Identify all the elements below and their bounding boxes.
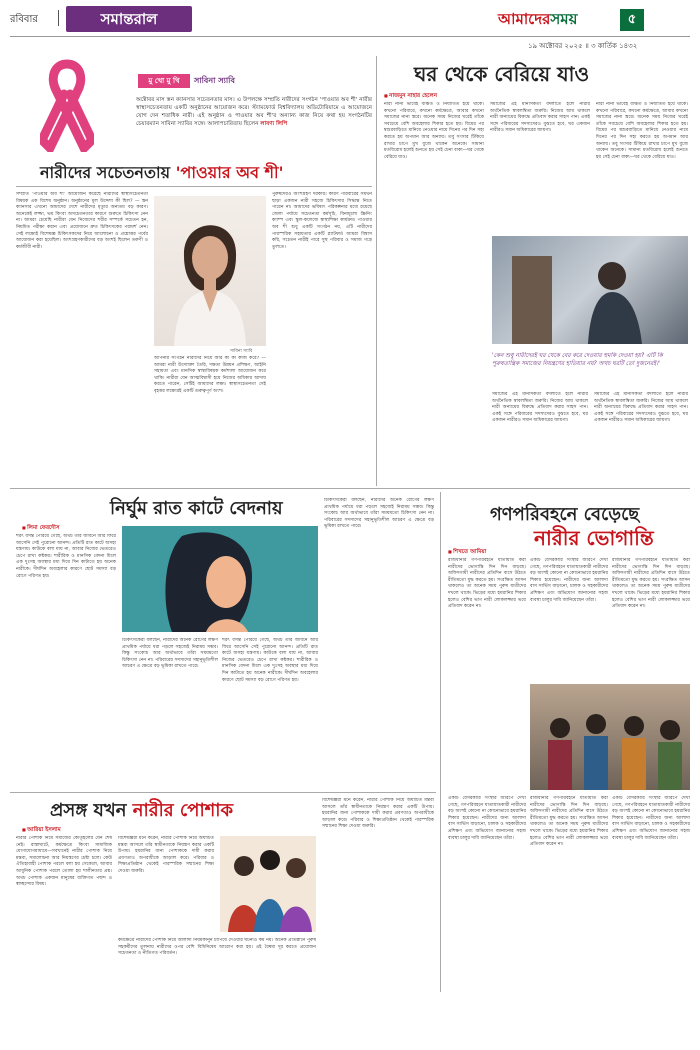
clothing-headline-b: নারীর পোশাক (132, 800, 234, 821)
column-divider (376, 56, 377, 486)
story-headline: ঘর থেকে বেরিয়ে যাও (414, 62, 590, 86)
portrait-caption: সাবিনা স্যাবি (230, 349, 253, 354)
transport-body-4: একটি বেসরকারি সংস্থার জরিপে দেখা গেছে, গণপরিবহনে যাতায়াতকারী নারীদের বড় অংশই কোনো না কোনোভাবে হয়রানির শিকার হয়েছেন। নারীদের জন্য আলাদা বাস সার্ভিস বাড়ানো, চালক ও সহকারীদের প্রশিক্ষণ এবং অভিযোগ জানানোর সহজ ব্যবস্থা চালুর দাবি জানিয়েছেন তাঁরা। (448, 796, 526, 841)
masthead-divider (58, 10, 59, 26)
interview-label: মু খো মু খি (138, 74, 190, 88)
clothing-body: নারীর পোশাক নিয়ে সমাজের কৌতূহলের যেন শেষ নেই। রাস্তাঘাটে, কর্মক্ষেত্রে কিংবা সামাজিক যোগাযোগমাধ্যমে—সবখানেই নারীর পোশাক নিয়ে মন্তব্য, সমালোচনা আর নিয়ন্ত্রণের চেষ্টা চলে। কেউ ঐতিহ্যবাহী পোশাক পরলে বলা হয় সেকেলে, আবার আধুনিক পোশাক পরলে তোলা হয় শালীনতার প্রশ্ন। অথচ পোশাক একজন মানুষের ব্যক্তিগত পছন্দ ও স্বাচ্ছন্দ্যের বিষয়। (16, 836, 112, 888)
clothing-headline (50, 796, 233, 827)
headline-part-b: 'পাওয়ার অব শী' (175, 163, 284, 182)
clothing-illustration (220, 836, 316, 932)
story-body-3: নারী নানা ভাবেই বঞ্চিত ও নির্যাতিত হয়ে থাকে। কখনো পরিবারে, কখনো কর্মক্ষেত্রে, আবার কখনো সমাজের নানা স্তরে। অনেক সময় নিজের ঘরেই তাঁকে সবচেয়ে বেশি অবহেলার শিকার হতে হয়। বিয়ের পর শ্বশুরবাড়িতে মানিয়ে নেওয়ার নামে দিনের পর দিন সহ্য করতে হয় অপমান আর অন্যায়। তবু সংসার টিকিয়ে রাখার চাপে মুখ বুজে থাকেন অনেকে। সামান্য মতবিরোধ হলেই শুনতে হয় সেই চেনা বাক্য—ঘর থেকে বেরিয়ে যাও। (596, 102, 688, 160)
transport-body: রাজধানীর গণপরিবহনে যাতায়াত করা নারীদের ভোগান্তি দিন দিন বাড়ছে। অফিসগামী নারীদের প্রতিদিন বাসে উঠতে রীতিমতো যুদ্ধ করতে হয়। সংরক্ষিত আসন থাকলেও তা অনেক সময় পুরুষ যাত্রীদের দখলে থাকে। ভিড়ের মধ্যে হয়রানির শিকার হলেও বেশির ভাগ নারী লোকলজ্জার ভয়ে প্রতিবাদ করেন না। (448, 558, 526, 610)
woman-sleepless-icon (122, 526, 318, 632)
mid-story-body: শরৎ বসন্ত পেরিয়ে গেছে, অথচ তাঁর জীবনে আর ফিরে আসেনি সেই পুরোনো আনন্দ। প্রতিটি রাত কাটে অসহ্য যন্ত্রণায়। কাউকে বলা যায় না, আবার নিজের ভেতরেও চেপে রাখা কষ্টকর। শারীরিক ও মানসিক বেদনা মিলে এক দুঃসহ অবস্থার মধ্য দিয়ে দিন কাটাতে হয় অনেক নারীকে। দীর্ঘদিন অবহেলার কারণে ছোট সমস্যা বড় রোগে পরিণত হয়। (16, 534, 116, 579)
clothing-body-2: বিশেষজ্ঞরা মনে করেন, নারীর পোশাক নিয়ে অযাচিত মন্তব্য আসলে তাঁর স্বাধীনতাকে নিয়ন্ত্রণ করার একটি উপায়। হয়রানির জন্য পোশাককে দায়ী করার প্রবণতাও অপরাধীকে আড়াল করে। পরিবার ও শিক্ষাপ্রতিষ্ঠান থেকেই পারস্পরিক সম্মানের শিক্ষা দেওয়া জরুরি। (118, 836, 214, 874)
logo-part-a: আমাদের (498, 10, 551, 28)
woman-portrait-icon (154, 196, 266, 346)
mid-story-headline: নির্ঘুম রাত কাটে বেদনায় (110, 498, 283, 519)
story-body-5: সমাজের এই মানসিকতা বদলাতে হলে নারীর অর্থনৈতিক স্বাবলম্বিতা জরুরি। নিজের আয় থাকলে নারী অন্যায়ের বিরুদ্ধে প্রতিবাদ করার সাহস পান। একই সঙ্গে পরিবারের সদস্যদেরও বুঝতে হবে, ঘর একজন নারীরও সমান অধিকারের জায়গা। (594, 392, 688, 424)
mid-story-body-4: চিকিৎসকেরা বলছেন, নারীদের অনেক রোগের লক্ষণ প্রাথমিক পর্যায়ে ধরা পড়লে সহজেই নিরাময় সম্ভব। কিন্তু সংকোচ আর অর্থাভাবে তাঁরা সময়মতো চিকিৎসা নেন না। পরিবারের সদস্যদের সহানুভূতিশীল আচরণ এ ক্ষেত্রে বড় ভূমিকা রাখতে পারে। (324, 498, 434, 530)
transport-headline-b: নারীর ভোগান্তি (534, 526, 654, 550)
transport-body-6: একটি বেসরকারি সংস্থার জরিপে দেখা গেছে, গণপরিবহনে যাতায়াতকারী নারীদের বড় অংশই কোনো না কোনোভাবে হয়রানির শিকার হয়েছেন। নারীদের জন্য আলাদা বাস সার্ভিস বাড়ানো, চালক ও সহকারীদের প্রশিক্ষণ এবং অভিযোগ জানানোর সহজ ব্যবস্থা চালুর দাবি জানিয়েছেন তাঁরা। (612, 796, 690, 841)
transport-photo (530, 684, 690, 790)
headline-rule (16, 186, 372, 187)
section-title: সমান্তরাল (66, 6, 192, 32)
pink-ribbon-icon (40, 56, 94, 152)
clothing-byline: ■ আরিয়া ইসলাম (22, 826, 61, 835)
column-divider-2 (440, 492, 441, 992)
woman-leaving-icon (492, 236, 688, 344)
clothing-headline-a: প্রসঙ্গ যখন (50, 800, 133, 821)
women-group-icon (220, 836, 316, 932)
masthead-rule (10, 36, 690, 37)
transport-body-5: রাজধানীর গণপরিবহনে যাতায়াত করা নারীদের ভোগান্তি দিন দিন বাড়ছে। অফিসগামী নারীদের প্রতিদিন বাসে উঠতে রীতিমতো যুদ্ধ করতে হয়। সংরক্ষিত আসন থাকলেও তা অনেক সময় পুরুষ যাত্রীদের দখলে থাকে। ভিড়ের মধ্যে হয়রানির শিকার হলেও বেশির ভাগ নারী লোকলজ্জার ভয়ে প্রতিবাদ করেন না। (530, 796, 608, 848)
interview-intro (136, 96, 372, 154)
section-rule-2 (10, 792, 436, 793)
clothing-body-4: বিশেষজ্ঞরা মনে করেন, নারীর পোশাক নিয়ে অযাচিত মন্তব্য আসলে তাঁর স্বাধীনতাকে নিয়ন্ত্রণ করার একটি উপায়। হয়রানির জন্য পোশাককে দায়ী করার প্রবণতাও অপরাধীকে আড়াল করে। পরিবার ও শিক্ষাপ্রতিষ্ঠান থেকেই পারস্পরিক সম্মানের শিক্ষা দেওয়া জরুরি। (322, 798, 434, 830)
mid-story-illustration (122, 526, 318, 632)
page-number: ৫ (620, 9, 644, 31)
section-rule (10, 488, 690, 489)
interview-column-3: আপনার সংগঠন নারীদের নিয়ে আর কী কী কাজ করে? — আমরা নারী উদ্যোক্তা তৈরি, দক্ষতা উন্নয়ন প্রশিক্ষণ, আইনি সহায়তা এবং মানসিক স্বাস্থ্যবিষয়ক কর্মশালা আয়োজন করে থাকি। নারীরা যেন আত্মবিশ্বাসী হয়ে নিজের অধিকার আদায় করতে পারেন, সেটিই আমাদের লক্ষ্য। স্বাস্থ্যসচেতনতা সেই বৃহত্তর লক্ষ্যেরই একটি গুরুত্বপূর্ণ অংশ। (154, 356, 266, 394)
story-photo (492, 236, 688, 344)
clothing-body-3: কর্মক্ষেত্রে নারীদের পোশাক নিয়ে আলাদা নিয়মকানুন চাপিয়ে দেওয়ার ঘটনাও কম নয়। অনেক প্রতিষ্ঠানে পুরুষ সহকর্মীদের তুলনায় নারীদের ওপর বেশি বিধিনিষেধ আরোপ করা হয়। এই বৈষম্য দূর করতে প্রয়োজন সচেতনতা ও নীতিগত পরিবর্তন। (118, 938, 316, 957)
interview-column-1: সম্প্রতি 'পাওয়ার অব শী' আয়োজন করেছে নারীদের স্বাস্থ্যসচেতনতা বিষয়ক এক বিশেষ অনুষ্ঠান। অনুষ্ঠানের মূল উদ্দেশ্য কী ছিল? — স্তন ক্যানসার এখনো আমাদের দেশে নারীদের মৃত্যুর অন্যতম বড় কারণ। অনেকেই লজ্জা, ভয় কিংবা অসচেতনতার কারণে শুরুতে চিকিৎসা নেন না। আমরা চেয়েছি নারীরা যেন নিজেদের শরীর সম্পর্কে সচেতন হন, নিয়মিত পরীক্ষা করান এবং প্রয়োজনে দ্রুত চিকিৎসকের পরামর্শ নেন। সেই লক্ষ্যেই বিশেষজ্ঞ চিকিৎসকদের নিয়ে আলোচনা ও প্রশ্নোত্তর পর্বের আয়োজন করা হয়েছিল। অংশগ্রহণকারীদের বড় অংশই ছিলেন তরুণী ও কর্মজীবী নারী। (16, 192, 148, 250)
intro-text: অক্টোবর মাস স্তন ক্যানসার সচেতনতার মাস। এ উপলক্ষে সম্প্রতি নারীদের সংগঠন 'পাওয়ার অব শী' নারীর স্বাস্থ্যসচেতনতায় একটি অনুষ্ঠানের আয়োজন করে। স্ট্যামফোর্ড বিশ্ববিদ্যালয় অডিটোরিয়ামে এ আয়োজনে যোগ দেন শতাধিক নারী। এই অনুষ্ঠান ও পাওয়ার অব শী'র অন্যান্য কাজ নিয়ে কথা হয় সংগঠনটির চেয়ারম্যান সাবিনা স্যাবির সঙ্গে। আলাপচারিতায় ছিলেন (136, 97, 372, 127)
story-byline: ■ নাজমুন নাহার হেলেন (384, 92, 437, 101)
mid-story-body-3: শরৎ বসন্ত পেরিয়ে গেছে, অথচ তাঁর জীবনে আর ফিরে আসেনি সেই পুরোনো আনন্দ। প্রতিটি রাত কাটে অসহ্য যন্ত্রণায়। কাউকে বলা যায় না, আবার নিজের ভেতরেও চেপে রাখা কষ্টকর। শারীরিক ও মানসিক বেদনা মিলে এক দুঃসহ অবস্থার মধ্য দিয়ে দিন কাটাতে হয় অনেক নারীকে। দীর্ঘদিন অবহেলার কারণে ছোট সমস্যা বড় রোগে পরিণত হয়। (222, 638, 318, 683)
interview-column-2: পুরুষদেরও অংশগ্রহণ দরকার। কারণ পরিবারের সমর্থন ছাড়া একজন নারী সহজে চিকিৎসার সিদ্ধান্ত নিতে পারেন না। আমাদের ভবিষ্যৎ পরিকল্পনার মধ্যে রয়েছে জেলা পর্যায়ে সচেতনতা কর্মসূচি, বিনামূল্যে স্ক্রিনিং ক্যাম্প এবং স্কুল-কলেজে স্বাস্থ্যশিক্ষা কার্যক্রম। পাওয়ার অব শী শুধু একটি সংগঠন নয়, এটি নারীদের পারস্পরিক সহায়তার একটি প্ল্যাটফর্ম। আমরা বিশ্বাস করি, সচেতন নারীই পারে সুস্থ পরিবার ও সমাজ গড়ে তুলতে। (272, 192, 372, 250)
portrait-photo (154, 196, 266, 346)
newspaper-logo (498, 8, 577, 33)
story-body: নারী নানা ভাবেই বঞ্চিত ও নির্যাতিত হয়ে থাকে। কখনো পরিবারে, কখনো কর্মক্ষেত্রে, আবার কখনো সমাজের নানা স্তরে। অনেক সময় নিজের ঘরেই তাঁকে সবচেয়ে বেশি অবহেলার শিকার হতে হয়। বিয়ের পর শ্বশুরবাড়িতে মানিয়ে নেওয়ার নামে দিনের পর দিন সহ্য করতে হয় অপমান আর অন্যায়। তবু সংসার টিকিয়ে রাখার চাপে মুখ বুজে থাকেন অনেকে। সামান্য মতবিরোধ হলেই শুনতে হয় সেই চেনা বাক্য—ঘর থেকে বেরিয়ে যাও। (384, 102, 484, 160)
crowded-bus-icon (530, 684, 690, 790)
interview-headline (40, 160, 284, 187)
interviewer-name: লাবণ্য লিপি (260, 121, 288, 127)
transport-body-3: রাজধানীর গণপরিবহনে যাতায়াত করা নারীদের ভোগান্তি দিন দিন বাড়ছে। অফিসগামী নারীদের প্রতিদিন বাসে উঠতে রীতিমতো যুদ্ধ করতে হয়। সংরক্ষিত আসন থাকলেও তা অনেক সময় পুরুষ যাত্রীদের দখলে থাকে। ভিড়ের মধ্যে হয়রানির শিকার হলেও বেশির ভাগ নারী লোকলজ্জার ভয়ে প্রতিবাদ করেন না। (612, 558, 690, 610)
day-label: রবিবার (10, 14, 38, 25)
issue-date: ১৯ অক্টোবর ২০২৫ ॥ ৩ কার্তিক ১৪৩২ (528, 42, 638, 50)
interviewee-name: সাবিনা স্যাবি (194, 76, 235, 85)
logo-part-b: সময় (550, 10, 578, 28)
story-body-2: সমাজের এই মানসিকতা বদলাতে হলে নারীর অর্থনৈতিক স্বাবলম্বিতা জরুরি। নিজের আয় থাকলে নারী অন্যায়ের বিরুদ্ধে প্রতিবাদ করার সাহস পান। একই সঙ্গে পরিবারের সদস্যদেরও বুঝতে হবে, ঘর একজন নারীরও সমান অধিকারের জায়গা। (490, 102, 590, 134)
transport-body-2: একটি বেসরকারি সংস্থার জরিপে দেখা গেছে, গণপরিবহনে যাতায়াতকারী নারীদের বড় অংশই কোনো না কোনোভাবে হয়রানির শিকার হয়েছেন। নারীদের জন্য আলাদা বাস সার্ভিস বাড়ানো, চালক ও সহকারীদের প্রশিক্ষণ এবং অভিযোগ জানানোর সহজ ব্যবস্থা চালুর দাবি জানিয়েছেন তাঁরা। (530, 558, 608, 603)
transport-byline: ■ শিখতে আমিয়া (448, 548, 486, 557)
story-body-4: সমাজের এই মানসিকতা বদলাতে হলে নারীর অর্থনৈতিক স্বাবলম্বিতা জরুরি। নিজের আয় থাকলে নারী অন্যায়ের বিরুদ্ধে প্রতিবাদ করার সাহস পান। একই সঙ্গে পরিবারের সদস্যদেরও বুঝতে হবে, ঘর একজন নারীরও সমান অধিকারের জায়গা। (492, 392, 588, 424)
headline-part-a: নারীদের সচেতনতায় (40, 163, 176, 182)
mid-story-body-2: চিকিৎসকেরা বলছেন, নারীদের অনেক রোগের লক্ষণ প্রাথমিক পর্যায়ে ধরা পড়লে সহজেই নিরাময় সম্ভব। কিন্তু সংকোচ আর অর্থাভাবে তাঁরা সময়মতো চিকিৎসা নেন না। পরিবারের সদস্যদের সহানুভূতিশীল আচরণ এ ক্ষেত্রে বড় ভূমিকা রাখতে পারে। (122, 638, 218, 670)
mid-story-byline: ■ লিমা ফেরদৌস (22, 524, 60, 533)
pull-quote: 'কেন শুধু নারীদেরই ঘর থেকে বের করে দেওয়ার হুমকি দেওয়া হয়? এটি কি পুরুষতান্ত্রিক সমাজের নিয়ন্ত্রণের হাতিয়ার নয়? অথচ ঘরটি তো দুজনেরই।' (492, 353, 663, 367)
transport-headline-a: গণপরিবহনে বেড়েছে (490, 504, 640, 525)
